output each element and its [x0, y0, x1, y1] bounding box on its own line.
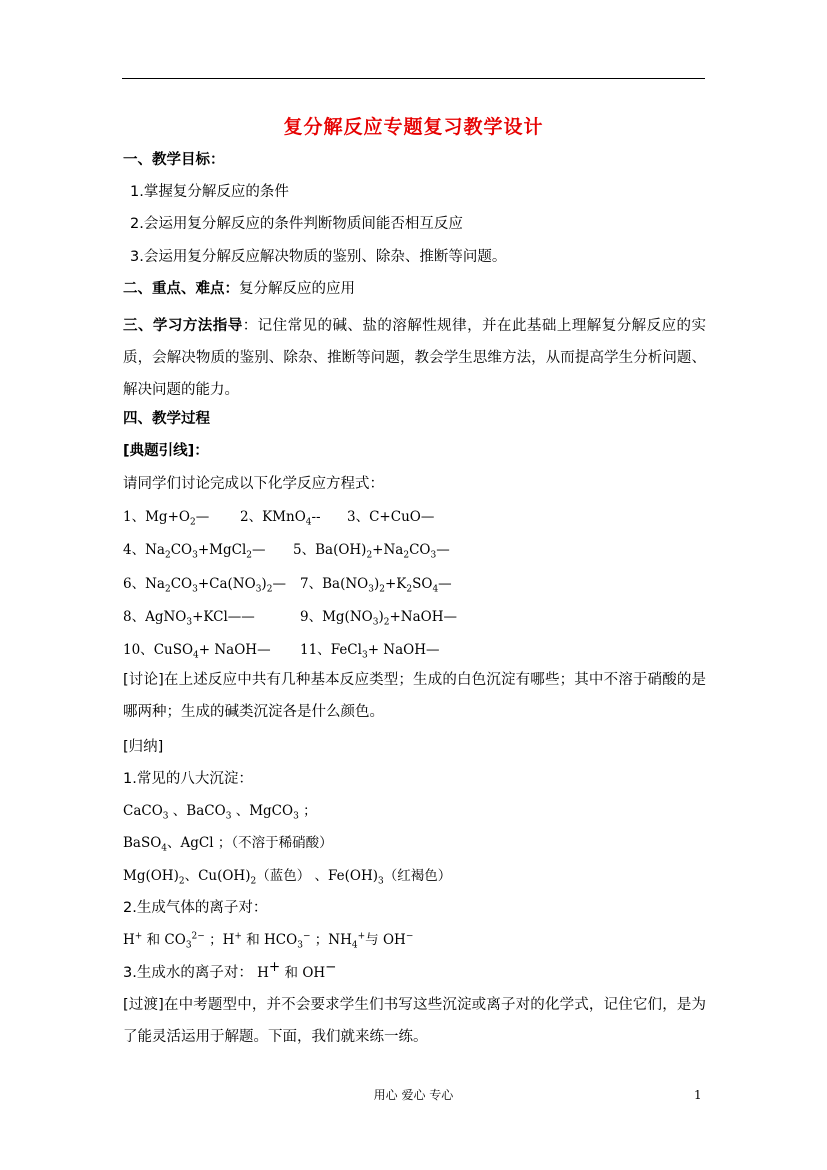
summary-point-3: 3.生成水的离子对： H+ 和 OH− — [123, 959, 337, 981]
section-2-heading: 二、重点、难点： — [123, 281, 239, 297]
summary-point-2: 2.生成气体的离子对： — [123, 900, 268, 916]
equation-10: 10、CuSO$_4$+ NaOH— — [123, 642, 271, 661]
equation-11: 11、FeCl$_3$+ NaOH— — [300, 642, 440, 661]
equation-1: 1、$Mg+O_2—$ — [123, 509, 210, 528]
summary-point-1: 1.常见的八大沉淀： — [123, 771, 253, 787]
section-4-intro: 请同学们讨论完成以下化学反应方程式： — [123, 476, 384, 492]
header-rule — [122, 78, 705, 79]
section-2 — [123, 279, 355, 299]
summary-label: [归纳] — [123, 739, 164, 755]
equation-7: 7、$Ba(NO_3)_2+K_2SO_4—$ — [300, 576, 452, 595]
section-4-sub: [典题引线]： — [123, 443, 209, 459]
equation-9: 9、$Mg(NO_3)_2+NaOH—$ — [300, 609, 457, 628]
goal-1: 1.掌握复分解反应的条件 — [130, 184, 289, 200]
section-3-heading: 三、学习方法指导 — [123, 318, 243, 334]
equation-4: 4、$Na_2CO_3+MgCl_2—$ — [123, 542, 266, 561]
equation-5: 5、$Ba(OH)_2+Na_2CO_3—$ — [293, 542, 450, 561]
page-title: 复分解反应专题复习教学设计 — [283, 116, 544, 138]
precipitates-line-3: $Mg(OH)_2$、$Cu(OH)_2$（蓝色） 、$Fe(OH)_3$（红褐色） — [123, 868, 452, 887]
transition: [过渡]在中考题型中，并不会要求学生们书写这些沉淀或离子对的化学式，记住它们，是为了能灵活运用于解题。下面，我们就来练一练。 — [123, 997, 706, 1045]
page-number: 1 — [694, 1088, 702, 1102]
section-3 — [123, 310, 706, 406]
section-4-heading: 四、教学过程 — [123, 411, 210, 427]
goal-3: 3.会运用复分解反应解决物质的鉴别、除杂、推断等问题。 — [130, 249, 507, 265]
precipitates-line-2: BaSO$_4$、AgCl ；（不溶于稀硝酸） — [123, 835, 333, 854]
page-footer: 用心 爱心 专心 — [373, 1088, 454, 1102]
section-2-text: 复分解反应的应用 — [239, 281, 355, 297]
precipitates-line-1: CaCO$_3$ 、BaCO$_3$ 、MgCO$_3$ ； — [123, 803, 317, 822]
section-1-heading: 一、教学目标： — [123, 152, 225, 168]
equation-8: 8、AgNO$_3$+KCl—— — [123, 609, 255, 628]
section-3-text: ：记住常见的碱、盐的溶解性规律，并在此基础上理解复分解反应的实质，会解决物质的鉴别、除杂、推断等问题，教会学生思维方法，从而提高学生分析问题、解决问题的能力。 — [123, 318, 707, 398]
equation-3: 3、C+CuO— — [347, 509, 435, 525]
goal-2: 2.会运用复分解反应的条件判断物质间能否相互反应 — [130, 216, 463, 232]
equation-2: 2、KMnO$_4$-- — [240, 509, 321, 528]
gas-ion-pairs: H+ 和 $CO_3^{2-}$ ；H+ 和 $HCO_3^-$ ；$NH_4^+$与 OH− — [123, 931, 414, 951]
equation-6: 6、$Na_2CO_3+Ca(NO_3)_2—$ — [123, 576, 286, 595]
discussion: [讨论]在上述反应中共有几种基本反应类型；生成的白色沉淀有哪些；其中不溶于硝酸的是哪两种；生成的碱类沉淀各是什么颜色。 — [123, 672, 706, 720]
